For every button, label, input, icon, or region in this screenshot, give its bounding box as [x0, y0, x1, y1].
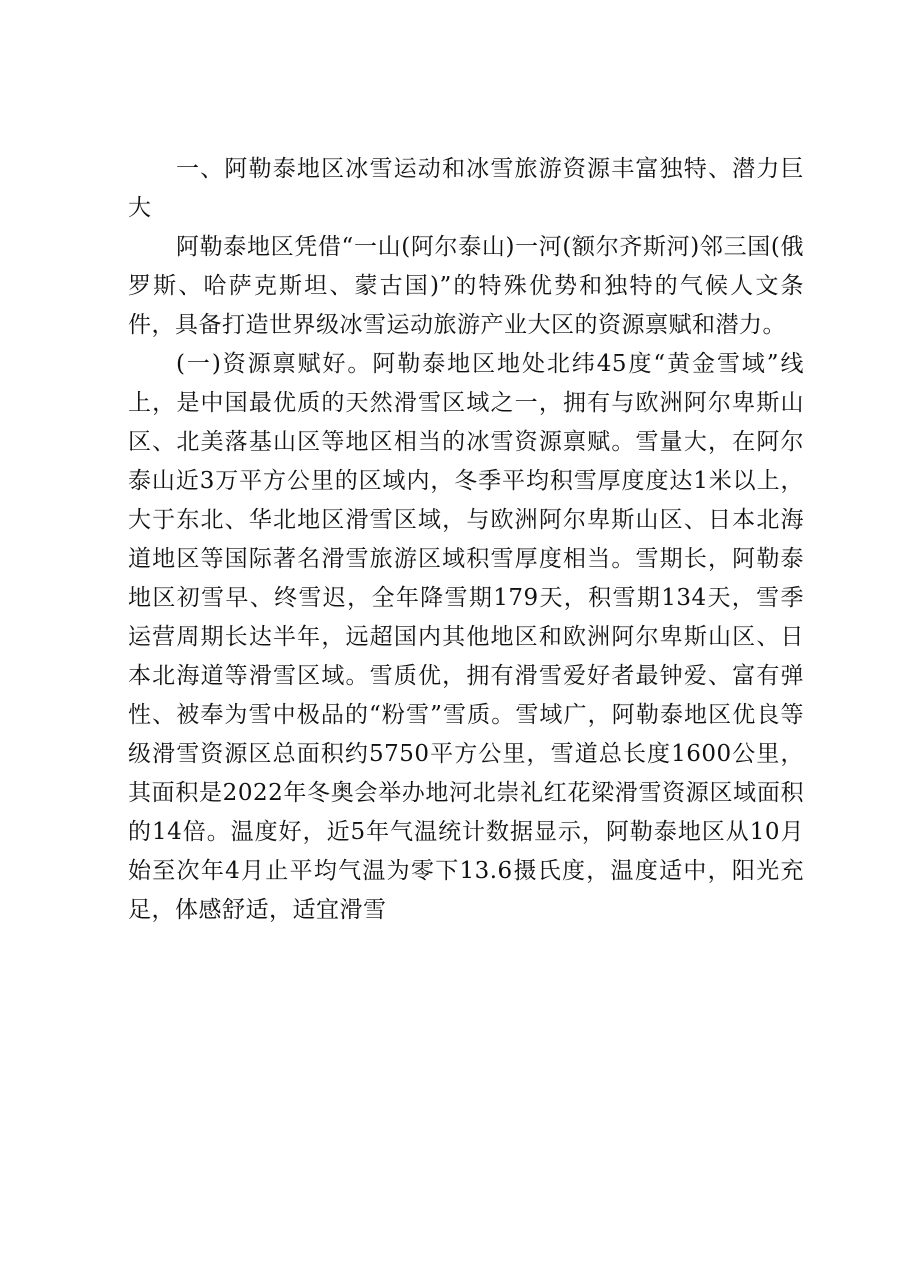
section-heading: 一、阿勒泰地区冰雪运动和冰雪旅游资源丰富独特、潜力巨大 — [128, 156, 804, 221]
paragraph-resource-endowment: (一)资源禀赋好。阿勒泰地区地处北纬45度“黄金雪域”线上，是中国最优质的天然滑雪区域之一，拥有与欧洲阿尔卑斯山区、北美落基山区等地区相当的冰雪资源禀赋。雪量大，在阿尔泰山近3万平方公里的区域内，冬季平均积雪厚度度达1米以上，大于东北、华北地区滑雪区域，与欧洲阿尔卑斯山区、日本北海道地区等国际著名滑雪旅游区域积雪厚度相当。雪期长，阿勒泰地区初雪早、终雪迟，全年降雪期179天，积雪期134天，雪季运营周期长达半年，远超国内其他地区和欧洲阿尔卑斯山区、日本北海道等滑雪区域。雪质优，拥有滑雪爱好者最钟爱、富有弹性、被奉为雪中极品的“粉雪”雪质。雪域广，阿勒泰地区优良等级滑雪资源区总面积约5750平方公里，雪道总长度1600公里，其面积是2022年冬奥会举办地河北崇礼红花梁滑雪资源区域面积的14倍。温度好，近5年气温统计数据显示，阿勒泰地区从10月始至次年4月止平均气温为零下13.6摄氏度，温度适中，阳光充足，体感舒适，适宜滑雪 — [128, 351, 804, 923]
document-body — [128, 150, 804, 930]
paragraph-intro: 阿勒泰地区凭借“一山(阿尔泰山)一河(额尔齐斯河)邻三国(俄罗斯、哈萨克斯坦、蒙古国)”的特殊优势和独特的气候人文条件，具备打造世界级冰雪运动旅游产业大区的资源禀赋和潜力。 — [128, 234, 804, 338]
